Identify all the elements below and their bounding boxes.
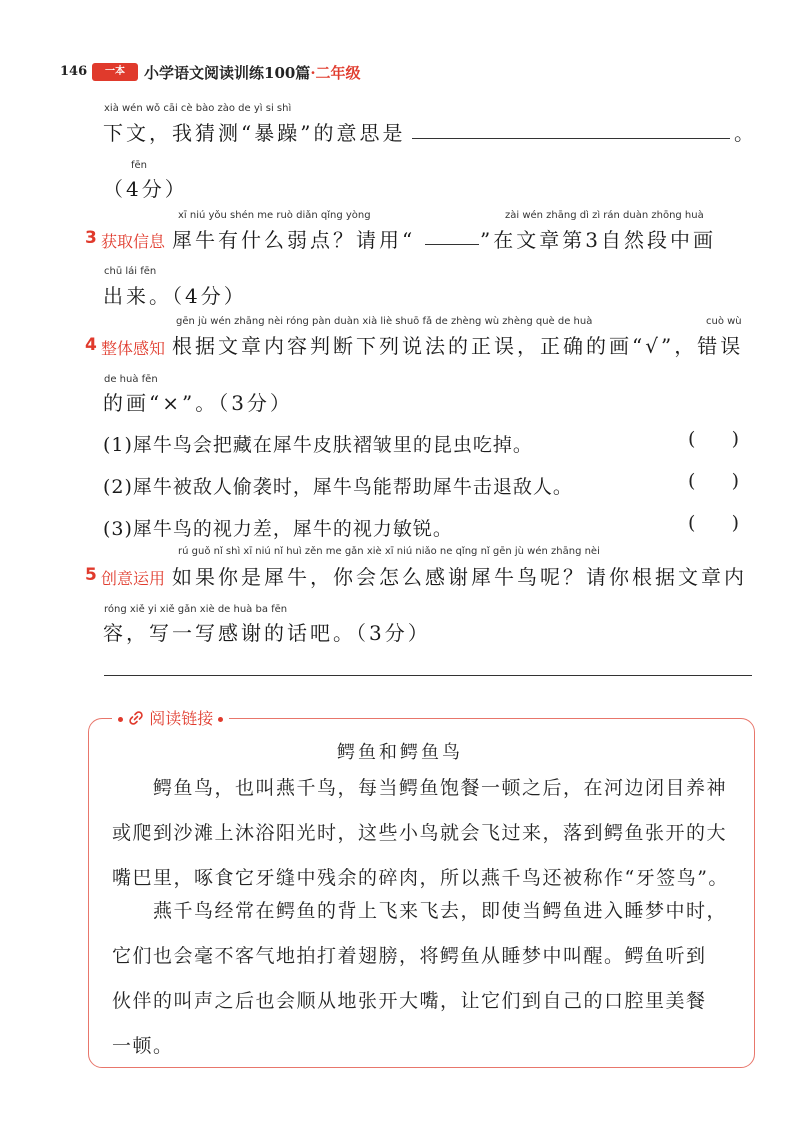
- link-icon: [128, 710, 144, 726]
- reading-paragraph-2: [112, 889, 737, 1069]
- q3-line1-text-a: 犀牛有什么弱点？请用“: [172, 228, 416, 252]
- bullet-dot-icon: [218, 717, 223, 722]
- q4-item-1-answer[interactable]: ( ): [688, 428, 740, 450]
- q3-line2-text: 出来。（4分）: [103, 284, 247, 308]
- q2-line1-text: 下文，我猜测“暴躁”的意思是: [103, 121, 406, 145]
- q4-line1-pinyin: gēn jù wén zhāng nèi róng pàn duàn xià liè shuō fǎ de zhèng wù zhèng què de huà: [176, 316, 593, 327]
- page-number: 146: [60, 64, 88, 79]
- q4-item-2-answer[interactable]: ( ): [688, 470, 740, 492]
- book-grade: 二年级: [315, 64, 361, 82]
- para2-line-1: 燕千鸟经常在鳄鱼的背上飞来飞去，即使当鳄鱼进入睡梦中时，: [112, 900, 728, 922]
- q4-tag: 整体感知: [101, 339, 166, 358]
- reading-link-header: [112, 706, 229, 729]
- title-separator: ·: [310, 64, 316, 82]
- q4-item-3: (3)犀牛鸟的视力差，犀牛的视力敏锐。: [103, 518, 453, 540]
- q3-line1-pinyin-b: zài wén zhāng dì zì rán duàn zhōng huà: [505, 210, 704, 221]
- q5-line1-pinyin: rú guǒ nǐ shì xī niú nǐ huì zěn me gǎn xiè xī niú niǎo ne qǐng nǐ gēn jù wén zhāng nèi: [178, 546, 600, 557]
- para1-line-1: 鳄鱼鸟，也叫燕千鸟，每当鳄鱼饱餐一顿之后，在河边闭目养神: [112, 777, 728, 799]
- para1-line-2: 或爬到沙滩上沐浴阳光时，这些小鸟就会飞过来，落到鳄鱼张开的大: [112, 822, 728, 844]
- q4-line1-text: 根据文章内容判断下列说法的正误，正确的画“√”，错误: [172, 334, 744, 358]
- book-title: 小学语文阅读训练100篇: [144, 64, 311, 82]
- q2-score: （4分）: [103, 177, 188, 201]
- q4-item-2: (2)犀牛被敌人偷袭时，犀牛鸟能帮助犀牛击退敌人。: [103, 476, 573, 498]
- q5-line2-text: 容，写一写感谢的话吧。（3分）: [103, 621, 431, 645]
- q2-line2-pinyin: fēn: [131, 160, 148, 171]
- reading-link-label: 阅读链接: [149, 709, 214, 728]
- para2-line-2: 它们也会毫不客气地拍打着翅膀，将鳄鱼从睡梦中叫醒。鳄鱼听到: [112, 945, 707, 967]
- q4-line2-pinyin: de huà fēn: [104, 374, 158, 385]
- q5-answer-line[interactable]: [104, 675, 752, 676]
- q2-line1-end: 。: [734, 121, 757, 145]
- q4-item-3-answer[interactable]: ( ): [688, 512, 740, 534]
- para2-line-4: 一顿。: [112, 1035, 174, 1057]
- reading-paragraph-1: [112, 766, 737, 901]
- q4-line2-text: 的画“×”。（3分）: [103, 391, 293, 415]
- q3-wavy-line-blank: [425, 244, 479, 245]
- q3-tag: 获取信息: [101, 232, 166, 251]
- publisher-logo: 一本: [92, 63, 138, 81]
- para2-line-3: 伙伴的叫声之后也会顺从地张开大嘴，让它们到自己的口腔里美餐: [112, 990, 707, 1012]
- book-title-line: [144, 62, 361, 83]
- q3-line1-pinyin-a: xī niú yǒu shén me ruò diǎn qǐng yòng: [178, 210, 371, 221]
- bullet-dot-icon: [118, 717, 123, 722]
- q5-line2-pinyin: róng xiě yi xiě gǎn xiè de huà ba fēn: [104, 604, 288, 615]
- q4-line1-pinyin-b: cuò wù: [706, 316, 742, 327]
- para1-line-3: 嘴巴里，啄食它牙缝中残余的碎肉，所以燕千鸟还被称作“牙签鸟”。: [112, 867, 729, 889]
- reading-title: 鳄鱼和鳄鱼鸟: [337, 742, 463, 763]
- q3-line1-text-b: ”在文章第3自然段中画: [480, 228, 716, 252]
- q5-tag: 创意运用: [101, 569, 166, 588]
- q5-line1-text: 如果你是犀牛，你会怎么感谢犀牛鸟呢？请你根据文章内: [172, 565, 747, 589]
- q2-line1-pinyin: xià wén wǒ cāi cè bào zào de yì si shì: [104, 103, 292, 114]
- q2-answer-line[interactable]: [412, 138, 730, 139]
- q4-item-1: (1)犀牛鸟会把藏在犀牛皮肤褶皱里的昆虫吃掉。: [103, 434, 533, 456]
- q4-number: 4: [85, 335, 97, 355]
- q5-number: 5: [85, 565, 97, 585]
- q3-number: 3: [85, 228, 97, 248]
- q3-line2-pinyin: chū lái fēn: [104, 266, 157, 277]
